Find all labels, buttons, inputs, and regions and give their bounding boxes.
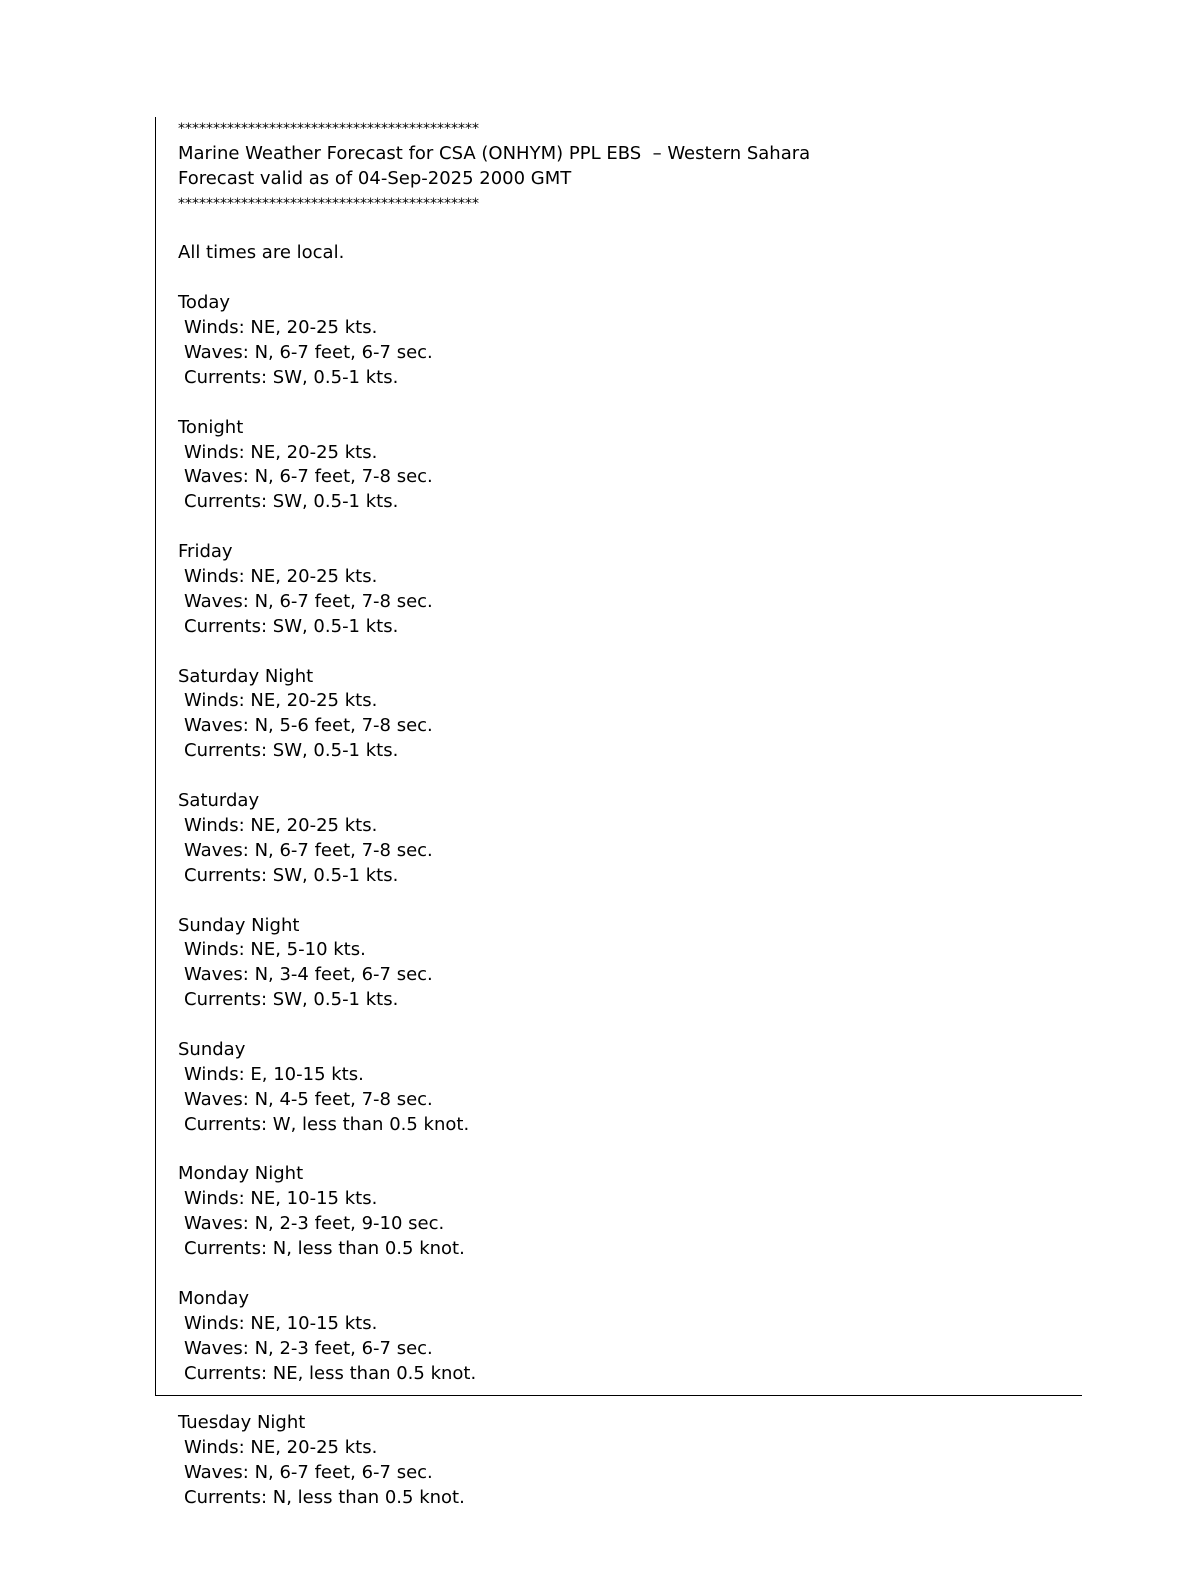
spacer [178,640,1058,665]
period-name: Sunday [178,1038,246,1060]
period-currents: Currents: SW, 0.5-1 kts. [184,989,399,1011]
period-name: Saturday [178,790,260,812]
period-block [178,1162,1058,1286]
forecast-document [178,117,1058,1511]
spacer [178,1013,1058,1038]
period-waves: Waves: N, 6-7 feet, 6-7 sec. [184,1462,433,1484]
header-stars-bottom: ******************************************* [178,195,479,212]
period-block [178,914,1058,1038]
spacer [178,1262,1058,1287]
spacer [178,515,1058,540]
period-currents: Currents: SW, 0.5-1 kts. [184,615,399,637]
period-currents: Currents: SW, 0.5-1 kts. [184,740,399,762]
spacer [178,1138,1058,1163]
period-winds: Winds: NE, 20-25 kts. [184,1437,378,1459]
period-winds: Winds: NE, 10-15 kts. [184,1312,378,1334]
period-winds: Winds: NE, 20-25 kts. [184,317,378,339]
period-currents: Currents: SW, 0.5-1 kts. [184,491,399,513]
period-waves: Waves: N, 3-4 feet, 6-7 sec. [184,964,433,986]
spacer [178,889,1058,914]
period-currents: Currents: NE, less than 0.5 knot. [184,1362,477,1384]
period-waves: Waves: N, 4-5 feet, 7-8 sec. [184,1088,433,1110]
spacer [178,764,1058,789]
period-block [178,665,1058,789]
times-note: All times are local. [178,242,345,264]
period-winds: Winds: NE, 20-25 kts. [184,690,378,712]
period-name: Today [178,292,231,314]
period-waves: Waves: N, 6-7 feet, 6-7 sec. [184,342,433,364]
period-waves: Waves: N, 6-7 feet, 7-8 sec. [184,466,433,488]
period-currents: Currents: SW, 0.5-1 kts. [184,864,399,886]
period-waves: Waves: N, 6-7 feet, 7-8 sec. [184,590,433,612]
period-block [178,1411,1058,1511]
period-block [178,1038,1058,1162]
period-block [178,1287,1058,1411]
period-name: Tuesday Night [178,1412,306,1434]
period-name: Tonight [178,416,244,438]
period-winds: Winds: NE, 20-25 kts. [184,441,378,463]
period-waves: Waves: N, 2-3 feet, 6-7 sec. [184,1337,433,1359]
period-winds: Winds: NE, 5-10 kts. [184,939,366,961]
period-name: Sunday Night [178,914,300,936]
spacer [178,266,1058,291]
spacer [178,1386,1058,1411]
left-border-rule [155,117,156,1396]
period-currents: Currents: N, less than 0.5 knot. [184,1486,465,1508]
period-waves: Waves: N, 6-7 feet, 7-8 sec. [184,839,433,861]
period-name: Saturday Night [178,665,314,687]
header-stars-top: ******************************************* [178,121,479,137]
period-block [178,416,1058,540]
period-block [178,789,1058,913]
period-name: Friday [178,541,233,563]
period-block [178,291,1058,415]
period-winds: Winds: NE, 10-15 kts. [184,1188,378,1210]
period-currents: Currents: N, less than 0.5 knot. [184,1238,465,1260]
period-name: Monday [178,1287,250,1309]
spacer [178,391,1058,416]
period-block [178,540,1058,664]
period-waves: Waves: N, 2-3 feet, 9-10 sec. [184,1213,445,1235]
period-name: Monday Night [178,1163,304,1185]
period-waves: Waves: N, 5-6 feet, 7-8 sec. [184,715,433,737]
period-winds: Winds: NE, 20-25 kts. [184,566,378,588]
forecast-valid-time: Forecast valid as of 04-Sep-2025 2000 GMT [178,167,572,189]
spacer [178,217,1058,242]
forecast-title: Marine Weather Forecast for CSA (ONHYM) PPL EBS – Western Sahara [178,142,811,164]
period-winds: Winds: E, 10-15 kts. [184,1063,364,1085]
period-currents: Currents: W, less than 0.5 knot. [184,1113,470,1135]
period-winds: Winds: NE, 20-25 kts. [184,814,378,836]
period-currents: Currents: SW, 0.5-1 kts. [184,366,399,388]
